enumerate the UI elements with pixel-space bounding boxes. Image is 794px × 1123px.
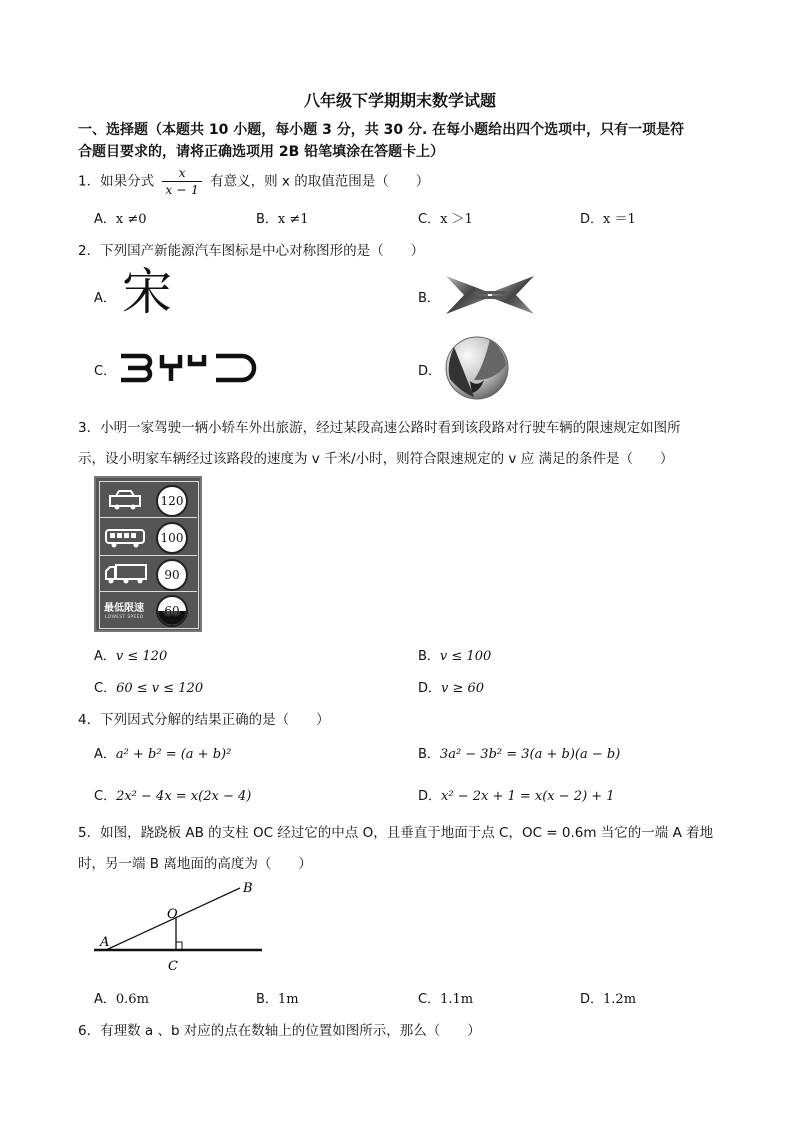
car-icon <box>108 489 142 511</box>
question-number: 3． <box>78 420 101 436</box>
option-label: B． <box>418 747 440 762</box>
beach-ball-logo <box>444 335 510 401</box>
option-text: 1m <box>277 992 299 1007</box>
speed-limit-sign <box>94 476 202 632</box>
question-number: 4． <box>78 712 101 728</box>
question-number: 6． <box>78 1023 101 1039</box>
option-c[interactable] <box>418 208 473 227</box>
option-b[interactable] <box>256 988 299 1007</box>
label-b: B <box>243 881 253 896</box>
option-label: C． <box>94 789 117 804</box>
option-d[interactable] <box>580 208 636 227</box>
option-b[interactable] <box>418 743 620 762</box>
option-text: v ≤ 120 <box>115 649 168 664</box>
option-b-label[interactable]: B． <box>418 291 440 306</box>
option-a[interactable] <box>94 208 147 227</box>
option-text: x ≠1 <box>277 212 309 227</box>
option-label: A． <box>94 747 116 762</box>
question-text: 下列国产新能源汽车图标是中心对称图形的是（ ） <box>100 243 425 259</box>
question-text: 下列因式分解的结果正确的是（ ） <box>100 712 330 728</box>
label-a: A <box>100 935 110 950</box>
option-label: D． <box>418 681 442 696</box>
question-1 <box>78 165 429 198</box>
option-a[interactable] <box>94 645 167 664</box>
option-label: A． <box>94 992 116 1007</box>
option-text: 3a² − 3b² = 3(a + b)(a − b) <box>439 747 621 762</box>
question-5-line1 <box>78 821 713 841</box>
option-c-label[interactable]: C． <box>94 364 117 379</box>
option-text: v ≤ 100 <box>439 649 492 664</box>
label-c: C <box>168 959 178 974</box>
option-label: C． <box>418 992 441 1007</box>
option-text: x ＞1 <box>440 212 473 227</box>
option-label: B． <box>256 992 278 1007</box>
option-label: D． <box>580 212 604 227</box>
question-number: 2． <box>78 243 101 259</box>
option-text: 60 ≤ v ≤ 120 <box>116 681 204 696</box>
option-label: C． <box>418 212 441 227</box>
option-d[interactable] <box>418 677 484 696</box>
fraction-numerator: x <box>162 165 201 182</box>
option-text: x ≠0 <box>115 212 147 227</box>
option-c[interactable] <box>418 988 473 1007</box>
option-text: v ≥ 60 <box>441 681 485 696</box>
label-o: O <box>167 907 178 922</box>
option-c[interactable] <box>94 785 251 804</box>
question-2 <box>78 239 424 259</box>
option-text: 1.1m <box>440 992 474 1007</box>
question-text: 如图，跷跷板 AB 的支柱 OC 经过它的中点 O，且垂直于地面于点 C，OC = 0.6m 当它的一端 A 着地 <box>100 825 714 841</box>
question-number: 1． <box>78 173 101 190</box>
question-4 <box>78 708 330 728</box>
question-text-pre: 如果分式 <box>100 173 155 190</box>
question-3-line1 <box>78 416 681 436</box>
min-speed-label: 最低限速 <box>104 603 144 614</box>
fraction-denominator: x − 1 <box>165 182 199 197</box>
question-text: 有理数 a 、b 对应的点在数轴上的位置如图所示，那么（ ） <box>100 1023 481 1039</box>
option-a[interactable] <box>94 988 149 1007</box>
question-3-line2: 示，设小明家车辆经过该路段的速度为 v 千米/小时，则符合限速规定的 v 应 满足的条件是（ ） <box>78 451 674 467</box>
song-logo: 宋 <box>122 263 172 321</box>
seesaw-figure <box>90 878 270 974</box>
option-label: A． <box>94 212 116 227</box>
question-text-post: 有意义，则 x 的取值范围是（ ） <box>210 173 430 190</box>
xpeng-logo <box>444 274 536 316</box>
option-label: D． <box>418 789 442 804</box>
speed-limit-90: 90 <box>156 559 188 591</box>
question-number: 5． <box>78 825 101 841</box>
option-text: a² + b² = (a + b)² <box>115 747 232 762</box>
option-d[interactable] <box>580 988 636 1007</box>
option-c[interactable] <box>94 677 203 696</box>
option-text: x² − 2x + 1 = x(x − 2) + 1 <box>441 789 615 804</box>
option-a[interactable] <box>94 743 231 762</box>
option-text: 1.2m <box>603 992 637 1007</box>
question-6 <box>78 1019 481 1039</box>
option-text: x ＝1 <box>603 212 636 227</box>
option-b[interactable] <box>256 208 309 227</box>
option-text: 0.6m <box>115 992 149 1007</box>
option-text: 2x² − 4x = x(2x − 4) <box>116 789 252 804</box>
speed-limit-120: 120 <box>156 485 188 517</box>
section-header-line2: 合题目要求的，请将正确选项用 2B 铅笔填涂在答题卡上） <box>78 144 445 160</box>
page-title: 八年级下学期期末数学试题 <box>304 91 497 110</box>
min-speed-sub: LOWEST SPEED <box>105 615 144 620</box>
option-b[interactable] <box>418 645 491 664</box>
option-d-label[interactable]: D． <box>418 364 442 379</box>
option-label: A． <box>94 649 116 664</box>
bus-icon <box>104 527 146 549</box>
option-d[interactable] <box>418 785 615 804</box>
option-a-label[interactable]: A． <box>94 291 116 306</box>
speed-limit-100: 100 <box>156 522 188 554</box>
min-speed-circle <box>156 595 188 627</box>
truck-icon <box>104 562 148 586</box>
byd-logo <box>118 352 260 384</box>
option-label: D． <box>580 992 604 1007</box>
min-speed-value: 60 <box>164 604 180 618</box>
question-text: 小明一家驾驶一辆小轿车外出旅游，经过某段高速公路时看到该段路对行驶车辆的限速规定如图所 <box>100 420 681 436</box>
option-label: B． <box>256 212 278 227</box>
option-label: C． <box>94 681 117 696</box>
fraction <box>162 165 201 198</box>
question-5-line2: 时，另一端 B 离地面的高度为（ ） <box>78 856 312 872</box>
section-header-line1: 一、选择题（本题共 10 小题，每小题 3 分，共 30 分. 在每小题给出四个选项中，只有一项是符 <box>78 122 685 138</box>
option-label: B． <box>418 649 440 664</box>
